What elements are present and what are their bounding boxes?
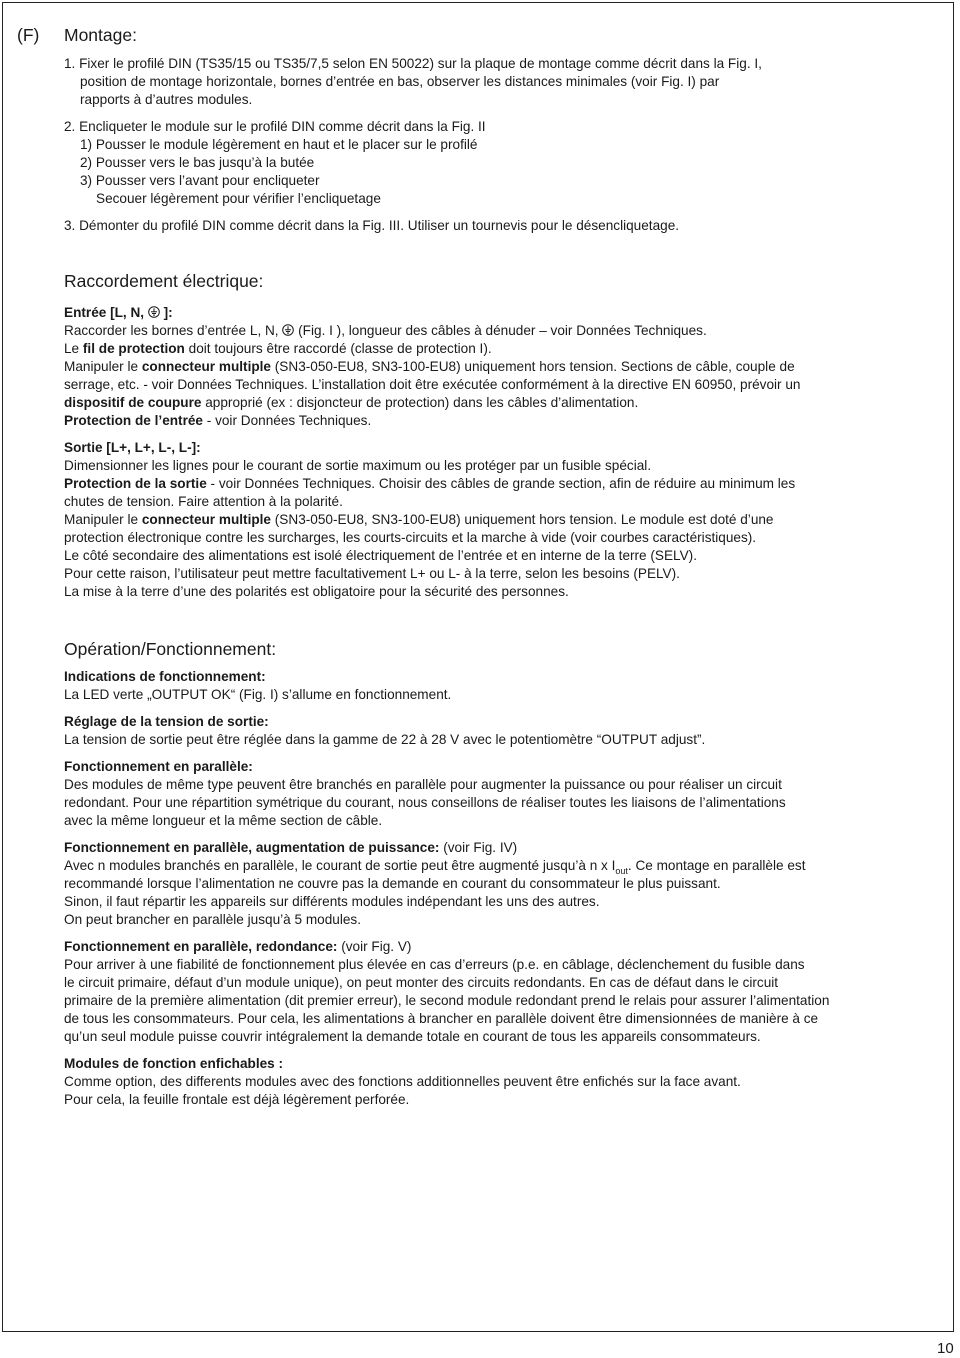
sortie-line <box>64 475 795 493</box>
operation-line: On peut brancher en parallèle jusqu’à 5 modules. <box>64 912 361 927</box>
text-run: - voir Données Techniques. Choisir des câbles de grande section, afin de réduire au minimum les <box>206 476 796 491</box>
entree-line <box>64 412 371 430</box>
operation-line: redondant. Pour une répartition symétrique du courant, nous conseillons de réaliser toutes les liaisons de l’alimentations <box>64 795 786 810</box>
entree-line <box>64 322 707 340</box>
sortie-line: Pour cette raison, l’utilisateur peut mettre facultativement L+ ou L- à la terre, selon les besoins (PELV). <box>64 566 680 581</box>
sortie-line: Dimensionner les lignes pour le courant de sortie maximum ou les protéger par un fusible spécial. <box>64 458 652 473</box>
text-run: Manipuler le <box>64 359 142 374</box>
operation-line: Pour cela, la feuille frontale est déjà légèrement perforée. <box>64 1092 410 1107</box>
parallele-heading: Fonctionnement en parallèle: <box>64 759 253 774</box>
modules-heading: Modules de fonction enfichables : <box>64 1056 284 1071</box>
raccordement-title: Raccordement électrique: <box>64 271 264 291</box>
entree-heading-text: ]: <box>163 305 173 320</box>
text-run-bold: dispositif de coupure <box>64 395 202 410</box>
entree-line <box>64 394 638 412</box>
entree-line <box>64 340 492 358</box>
operation-title: Opération/Fonctionnement: <box>64 639 277 659</box>
text-run-bold: Fonctionnement en parallèle, augmentation de puissance: <box>64 840 440 855</box>
operation-line: recommandé lorsque l’alimentation ne couvre pas la demande en courant du consommateur le plus puissant. <box>64 876 721 891</box>
operation-line: le circuit primaire, défaut d’un module unique), on peut monter des circuits redondants. En cas de défaut dans le circuit <box>64 975 779 990</box>
montage-line: 1. Fixer le profilé DIN (TS35/15 ou TS35/7,5 selon EN 50022) sur la plaque de montage comme décrit dans la Fig. I, <box>64 56 762 71</box>
text-run: Avec n modules branchés en parallèle, le courant de sortie peut être augmenté jusqu’à n x I <box>64 858 616 873</box>
text-run: (voir Fig. V) <box>337 939 412 954</box>
text-run: Raccorder les bornes d’entrée L, N, <box>64 323 279 338</box>
sortie-line: chutes de tension. Faire attention à la polarité. <box>64 494 343 509</box>
text-run: doit toujours être raccordé (classe de protection I). <box>184 341 492 356</box>
operation-line: Des modules de même type peuvent être branchés en parallèle pour augmenter la puissance ou pour réaliser un circuit <box>64 777 782 792</box>
montage-line: 3. Démonter du profilé DIN comme décrit dans la Fig. III. Utiliser un tournevis pour le désencliquetage. <box>64 218 680 233</box>
operation-line: qu’un seul module puisse couvrir intégralement la demande totale en courant de tous les appareils consommateurs. <box>64 1029 761 1044</box>
montage-line: rapports à d’autres modules. <box>80 92 253 107</box>
protective-earth-icon <box>282 324 294 336</box>
puissance-heading <box>64 839 517 857</box>
text-run-bold: Fonctionnement en parallèle, redondance: <box>64 939 338 954</box>
operation-line: primaire de la première alimentation (dit premier erreur), le second module redondant prend le relais pour assurer l’alimentation <box>64 993 830 1008</box>
page-number: 10 <box>937 1340 954 1357</box>
montage-line: position de montage horizontale, bornes d’entrée en bas, observer les distances minimales (voir Fig. I) par <box>80 74 720 89</box>
text-run: approprié (ex : disjoncteur de protection) dans les câbles d’alimentation. <box>201 395 639 410</box>
entree-line: serrage, etc. - voir Données Techniques. L’installation doit être exécutée conformément à la directive EN 60950, prévoir un <box>64 377 801 392</box>
text-run-bold: fil de protection <box>82 341 185 356</box>
subscript: out <box>615 866 628 876</box>
sortie-heading: Sortie [L+, L+, L-, L-]: <box>64 440 201 455</box>
sortie-line: Le côté secondaire des alimentations est isolé électriquement de l’entrée et en interne de la terre (SELV). <box>64 548 697 563</box>
entree-heading-text: Entrée [L, N, <box>64 305 145 320</box>
operation-line: Sinon, il faut répartir les appareils sur différents modules indépendant les uns des autres. <box>64 894 600 909</box>
operation-line: La tension de sortie peut être réglée dans la gamme de 22 à 28 V avec le potentiomètre “OUTPUT adjust”. <box>64 732 706 747</box>
montage-line: 2) Pousser vers le bas jusqu’à la butée <box>80 155 315 170</box>
text-run-bold: Protection de l’entrée <box>64 413 203 428</box>
montage-line: 2. Encliqueter le module sur le profilé DIN comme décrit dans la Fig. II <box>64 119 486 134</box>
text-run: Manipuler le <box>64 512 142 527</box>
text-run: (Fig. I ), longueur des câbles à dénuder – voir Données Techniques. <box>298 323 707 338</box>
redondance-heading <box>64 938 411 956</box>
text-run: (SN3-050-EU8, SN3-100-EU8) uniquement hors tension. Le module est doté d’une <box>271 512 774 527</box>
sortie-line: La mise à la terre d’une des polarités est obligatoire pour la sécurité des personnes. <box>64 584 569 599</box>
operation-line: avec la même longueur et la même section de câble. <box>64 813 383 828</box>
indications-heading: Indications de fonctionnement: <box>64 669 266 684</box>
sortie-line <box>64 511 774 529</box>
montage-line: 3) Pousser vers l’avant pour encliqueter <box>80 173 320 188</box>
montage-title: Montage: <box>64 25 137 45</box>
text-run: . Ce montage en parallèle est <box>627 858 806 873</box>
sortie-line: protection électronique contre les surcharges, les courts-circuits et la marche à vide (voir courbes caractéristiques). <box>64 530 757 545</box>
section-label: (F) <box>17 25 40 45</box>
montage-line: Secouer légèrement pour vérifier l’encliquetage <box>96 191 381 206</box>
operation-line: La LED verte „OUTPUT OK“ (Fig. I) s’allume en fonctionnement. <box>64 687 452 702</box>
text-run: (SN3-050-EU8, SN3-100-EU8) uniquement hors tension. Sections de câble, couple de <box>271 359 795 374</box>
montage-line: 1) Pousser le module légèrement en haut et le placer sur le profilé <box>80 137 478 152</box>
protective-earth-icon <box>148 306 160 318</box>
entree-line <box>64 358 795 376</box>
operation-line: Comme option, des differents modules avec des fonctions additionnelles peuvent être enfichés sur la face avant. <box>64 1074 741 1089</box>
text-run-bold: Protection de la sortie <box>64 476 207 491</box>
text-run: (voir Fig. IV) <box>439 840 518 855</box>
operation-line: de tous les consommateurs. Pour cela, les alimentations à brancher en parallèle doivent être dimensionnées de manière à ce <box>64 1011 819 1026</box>
text-run-bold: connecteur multiple <box>141 512 271 527</box>
entree-heading <box>64 304 173 322</box>
text-run: - voir Données Techniques. <box>203 413 372 428</box>
reglage-heading: Réglage de la tension de sortie: <box>64 714 269 729</box>
text-run: Le <box>64 341 83 356</box>
operation-line: Pour arriver à une fiabilité de fonctionnement plus élevée en cas d’erreurs (p.e. en câblage, déclenchement du fusible dans <box>64 957 805 972</box>
text-run-bold: connecteur multiple <box>141 359 271 374</box>
